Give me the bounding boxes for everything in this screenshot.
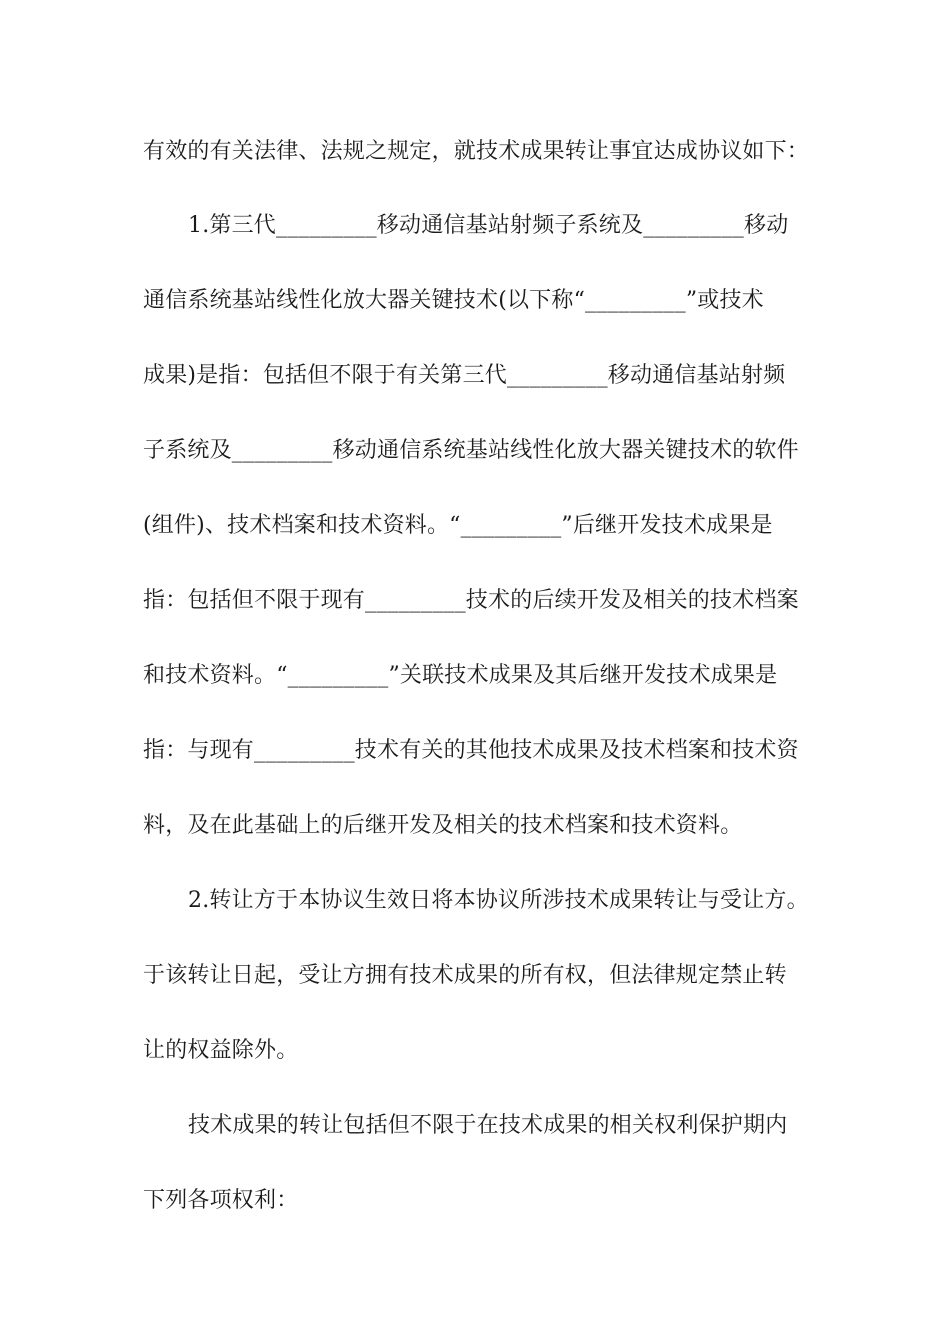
text-line-8: 和技术资料。“_________”关联技术成果及其后继开发技术成果是 [143, 663, 778, 688]
text-line-1: 有效的有关法律、法规之规定，就技术成果转让事宜达成协议如下： [143, 139, 810, 164]
text-line-15: 下列各项权利： [143, 1188, 299, 1213]
text-line-13: 让的权益除外。 [143, 1038, 299, 1063]
text-line-7: 指：包括但不限于现有_________技术的后续开发及相关的技术档案 [143, 588, 799, 613]
text-line-2: 1.第三代_________移动通信基站射频子系统及_________移动 [188, 213, 789, 238]
text-line-9: 指：与现有_________技术有关的其他技术成果及技术档案和技术资 [143, 738, 799, 763]
text-line-6: (组件)、技术档案和技术资料。“_________”后继开发技术成果是 [143, 513, 773, 538]
text-line-11: 2.转让方于本协议生效日将本协议所涉技术成果转让与受让方。 [188, 888, 809, 913]
text-line-3: 通信系统基站线性化放大器关键技术(以下称“_________”或技术 [143, 288, 764, 313]
text-line-12: 于该转让日起，受让方拥有技术成果的所有权，但法律规定禁止转 [143, 963, 787, 988]
text-line-10: 料，及在此基础上的后继开发及相关的技术档案和技术资料。 [143, 813, 743, 838]
text-line-5: 子系统及_________移动通信系统基站线性化放大器关键技术的软件 [143, 438, 799, 463]
text-line-4: 成果)是指：包括但不限于有关第三代_________移动通信基站射频 [143, 363, 786, 388]
text-line-14: 技术成果的转让包括但不限于在技术成果的相关权利保护期内 [188, 1113, 788, 1138]
